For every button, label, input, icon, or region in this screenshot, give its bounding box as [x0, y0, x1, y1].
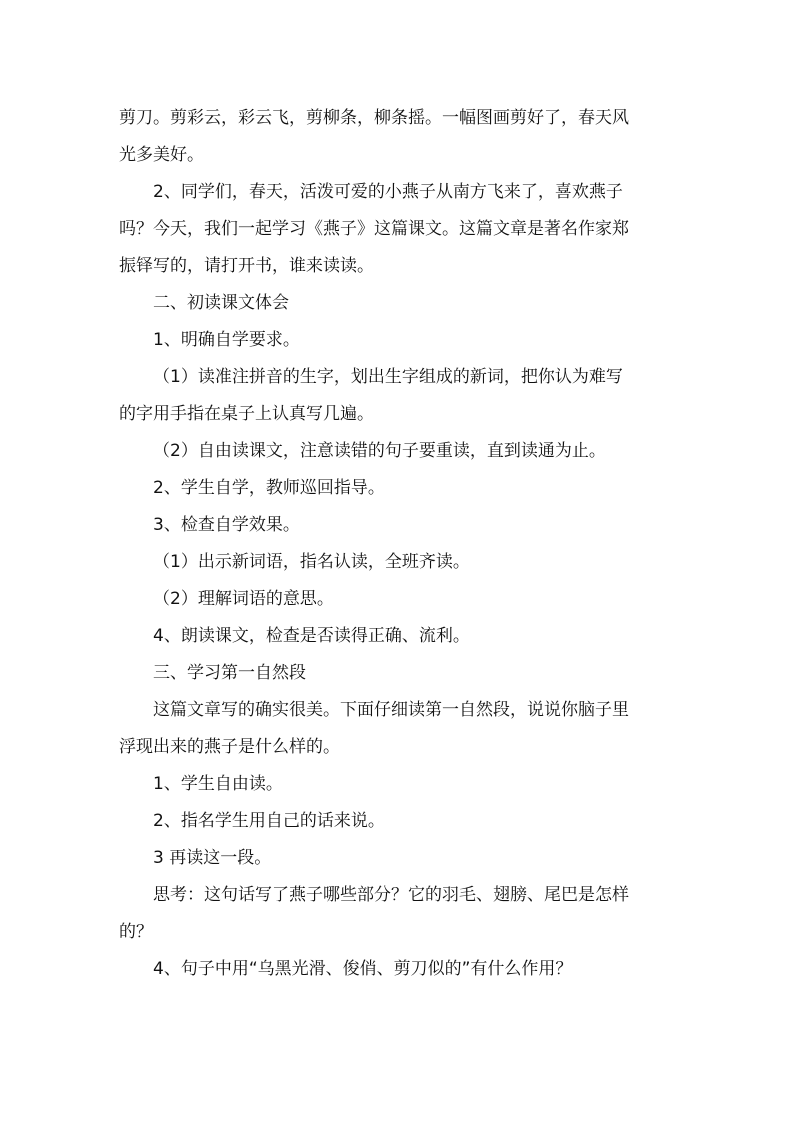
text-line: 的字用手指在桌子上认真写几遍。 [119, 404, 374, 424]
section-heading: 二、初读课文体会 [153, 293, 289, 313]
text-line: （1）出示新词语，指名认读，全班齐读。 [153, 552, 470, 572]
text-line: 振铎写的，请打开书，谁来读读。 [119, 256, 374, 276]
section-heading: 三、学习第一自然段 [153, 663, 306, 683]
text-line: 3 再读这一段。 [153, 848, 272, 868]
text-line: 2、同学们，春天，活泼可爱的小燕子从南方飞来了，喜欢燕子 [153, 182, 623, 202]
text-line: 剪刀。剪彩云，彩云飞，剪柳条，柳条摇。一幅图画剪好了，春天风 [119, 108, 629, 128]
document-body [119, 100, 679, 988]
text-line: （1）读准注拼音的生字，划出生字组成的新词，把你认为难写 [153, 367, 623, 387]
text-line: 吗？今天，我们一起学习《燕子》这篇课文。这篇文章是著名作家郑 [119, 219, 629, 239]
text-line: 1、学生自由读。 [153, 774, 283, 794]
text-line: 光多美好。 [119, 145, 204, 165]
text-line: （2）理解词语的意思。 [153, 589, 334, 609]
text-line: 1、明确自学要求。 [153, 330, 300, 350]
text-line: 浮现出来的燕子是什么样的。 [119, 737, 340, 757]
text-line: 的？ [119, 922, 153, 942]
text-line: 4、句子中用“乌黑光滑、俊俏、剪刀似的”有什么作用？ [153, 959, 573, 979]
text-line: 3、检查自学效果。 [153, 515, 300, 535]
text-line: 4、朗读课文，检查是否读得正确、流利。 [153, 626, 470, 646]
text-line: （2）自由读课文，注意读错的句子要重读，直到读通为止。 [153, 441, 606, 461]
text-line: 思考：这句话写了燕子哪些部分？它的羽毛、翅膀、尾巴是怎样 [153, 885, 629, 905]
text-line: 2、学生自学，教师巡回指导。 [153, 478, 385, 498]
text-line: 2、指名学生用自己的话来说。 [153, 811, 385, 831]
text-line: 这篇文章写的确实很美。下面仔细读第一自然段，说说你脑子里 [153, 700, 629, 720]
